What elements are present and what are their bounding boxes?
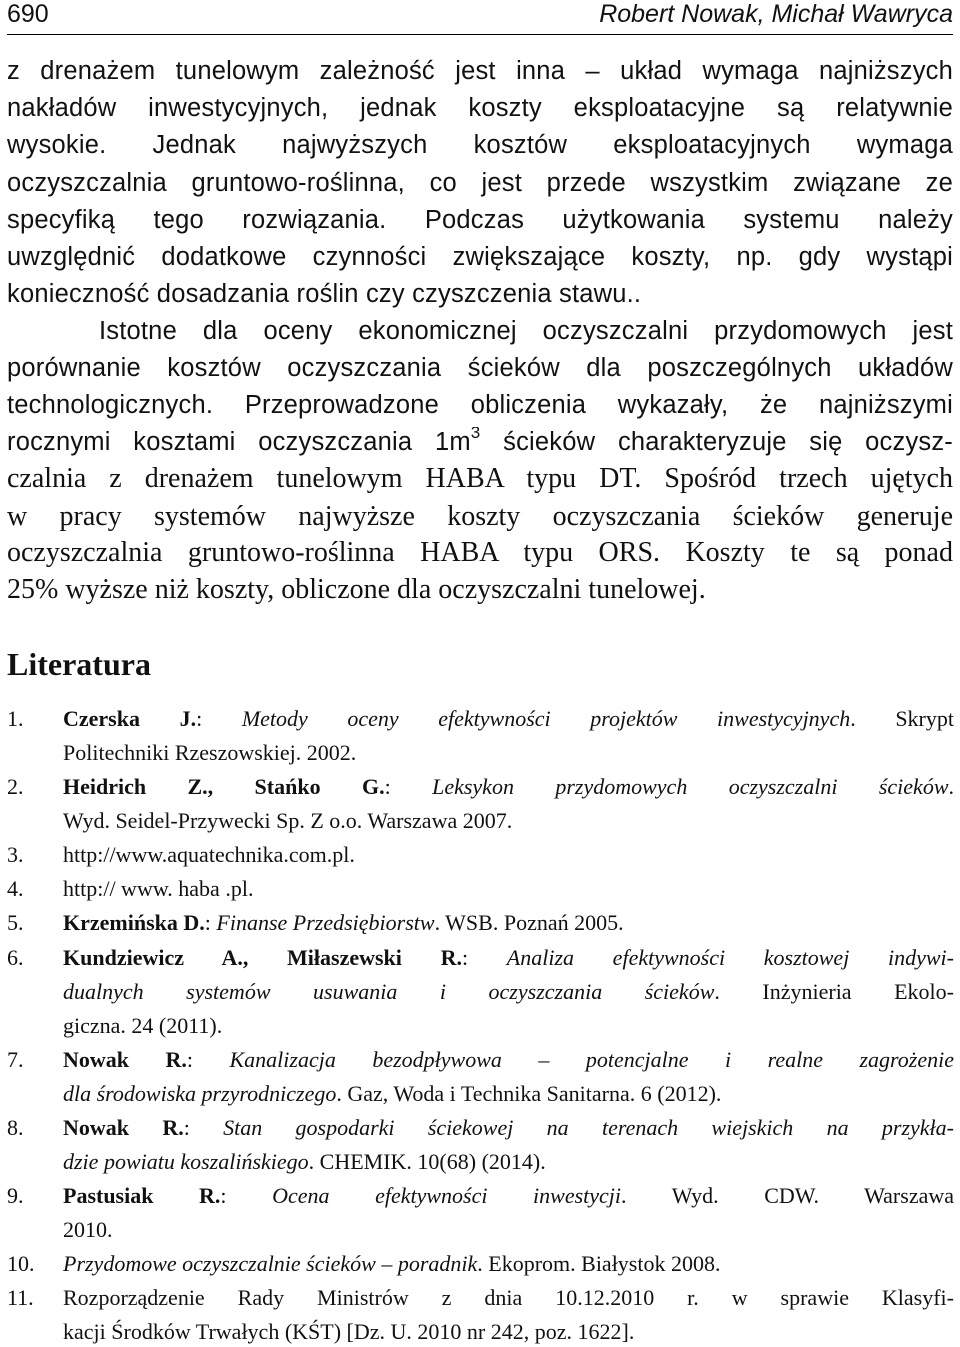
reference-line bbox=[63, 704, 954, 734]
reference-number: 4. bbox=[7, 876, 24, 901]
reference-line bbox=[63, 1045, 954, 1075]
section-title-literatura: Literatura bbox=[7, 646, 151, 682]
reference-title: Finanse Przedsiębiorstw bbox=[216, 910, 435, 935]
reference-line bbox=[63, 1249, 954, 1279]
reference-number: 1. bbox=[7, 706, 24, 731]
reference-line bbox=[63, 1011, 954, 1041]
reference-text: : bbox=[183, 1115, 224, 1140]
reference-text: : bbox=[220, 1183, 273, 1208]
reference-line bbox=[63, 1317, 954, 1347]
reference-line bbox=[63, 943, 954, 973]
reference-author: Kundziewicz A., Miłaszewski R. bbox=[63, 945, 462, 970]
reference-title: Ocena efektywności inwestycji bbox=[272, 1183, 622, 1208]
body-line: porównanie kosztów oczyszczania ścieków dla poszczególnych układów bbox=[7, 354, 953, 382]
body-line: konieczność dosadzania roślin czy czyszczenia stawu.. bbox=[7, 280, 642, 308]
reference-author: Heidrich Z., Stańko G. bbox=[63, 774, 385, 799]
reference-line[interactable] bbox=[63, 874, 954, 904]
reference-line bbox=[63, 908, 954, 938]
page-number: 690 bbox=[7, 0, 49, 28]
reference-text: kacji Środków Trwałych (KŚT) [Dz. U. 2010 nr 242, poz. 1622]. bbox=[63, 1319, 635, 1344]
body-line: uwzględnić dodatkowe czynności zwiększające koszty, np. gdy wystąpi bbox=[7, 243, 953, 271]
reference-text: Wyd. Seidel-Przywecki Sp. Z o.o. Warszawa 2007. bbox=[63, 808, 513, 833]
reference-text: . CHEMIK. 10(68) (2014). bbox=[308, 1149, 546, 1174]
reference-line bbox=[63, 1079, 954, 1109]
reference-title: dzie powiatu koszalińskiego bbox=[63, 1149, 309, 1174]
reference-line bbox=[63, 1113, 954, 1143]
reference-text: . Wyd. CDW. Warszawa bbox=[621, 1183, 954, 1208]
reference-text: : bbox=[204, 910, 217, 935]
reference-title: Przydomowe oczyszczalnie ścieków – poradnik bbox=[63, 1251, 478, 1276]
body-line: rocznymi kosztami oczyszczania $1m^3$ ścieków charakteryzuje się oczysz- bbox=[7, 427, 953, 460]
reference-number: 10. bbox=[7, 1251, 35, 1276]
reference-title: Metody oceny efektywności projektów inwestycyjnych bbox=[241, 706, 851, 731]
body-line: oczyszczalnia gruntowo-roślinna HABA typu ORS. Koszty te są ponad bbox=[7, 537, 953, 568]
reference-author: Krzemińska D. bbox=[63, 910, 205, 935]
page-header bbox=[7, 0, 953, 35]
reference-line bbox=[63, 1147, 954, 1177]
reference-text: http:// www. haba .pl. bbox=[63, 876, 254, 901]
body-line: z drenażem tunelowym zależność jest inna – układ wymaga najniższych bbox=[7, 57, 953, 85]
reference-line bbox=[63, 1215, 954, 1245]
reference-number: 9. bbox=[7, 1183, 24, 1208]
body-line: Istotne dla oceny ekonomicznej oczyszczalni przydomowych jest bbox=[99, 317, 953, 345]
reference-text: : bbox=[196, 706, 242, 731]
reference-line bbox=[63, 772, 954, 802]
reference-number: 7. bbox=[7, 1047, 24, 1072]
reference-text: : bbox=[384, 774, 433, 799]
reference-text: . Gaz, Woda i Technika Sanitarna. 6 (2012). bbox=[336, 1081, 722, 1106]
reference-text: . Inżynieria Ekolo- bbox=[714, 979, 954, 1004]
reference-number: 2. bbox=[7, 774, 24, 799]
body-line: w pracy systemów najwyższe koszty oczyszczania ścieków generuje bbox=[7, 501, 953, 532]
body-line: technologicznych. Przeprowadzone obliczenia wykazały, że najniższymi bbox=[7, 391, 953, 419]
reference-text: http://www.aquatechnika.com.pl. bbox=[63, 842, 355, 867]
reference-title: dla środowiska przyrodniczego bbox=[63, 1081, 337, 1106]
reference-title: Stan gospodarki ściekowej na terenach wiejskich na przykła- bbox=[223, 1115, 954, 1140]
reference-number: 3. bbox=[7, 842, 24, 867]
reference-text: giczna. 24 (2011). bbox=[63, 1013, 223, 1038]
reference-number: 5. bbox=[7, 910, 24, 935]
reference-author: Nowak R. bbox=[63, 1115, 184, 1140]
superscript-3: 3 bbox=[470, 427, 481, 442]
body-line: specyfiką tego rozwiązania. Podczas użytkowania systemu należy bbox=[7, 206, 953, 234]
reference-title: Kanalizacja bezodpływowa – potencjalne i realne zagrożenie bbox=[229, 1047, 954, 1072]
reference-text: : bbox=[461, 945, 507, 970]
reference-title: Analiza efektywności kosztowej indywi- bbox=[506, 945, 954, 970]
body-line: nakładów inwestycyjnych, jednak koszty eksploatacyjne są relatywnie bbox=[7, 94, 953, 122]
reference-number: 11. bbox=[7, 1285, 34, 1310]
body-line: czalnia z drenażem tunelowym HABA typu DT. Spośród trzech ujętych bbox=[7, 463, 953, 494]
reference-line bbox=[63, 977, 954, 1007]
body-line: 25% wyższe niż koszty, obliczone dla oczyszczalni tunelowej. bbox=[7, 574, 706, 605]
reference-line bbox=[63, 1181, 954, 1211]
reference-author: Czerska J. bbox=[63, 706, 197, 731]
reference-line bbox=[63, 1283, 954, 1313]
reference-text: . bbox=[948, 774, 954, 799]
reference-number: 6. bbox=[7, 945, 24, 970]
reference-author: Nowak R. bbox=[63, 1047, 187, 1072]
reference-title: Leksykon przydomowych oczyszczalni ścieków bbox=[432, 774, 949, 799]
reference-text: : bbox=[186, 1047, 230, 1072]
reference-text: Politechniki Rzeszowskiej. 2002. bbox=[63, 740, 357, 765]
reference-number: 8. bbox=[7, 1115, 24, 1140]
running-head-authors: Robert Nowak, Michał Wawryca bbox=[599, 0, 953, 28]
reference-text: . Skrypt bbox=[850, 706, 954, 731]
body-line: wysokie. Jednak najwyższych kosztów eksploatacyjnych wymaga bbox=[7, 131, 953, 159]
reference-text: . Ekoprom. Białystok 2008. bbox=[477, 1251, 721, 1276]
body-line: oczyszczalnia gruntowo-roślinna, co jest przede wszystkim związane ze bbox=[7, 169, 953, 197]
reference-author: Pastusiak R. bbox=[63, 1183, 221, 1208]
reference-line bbox=[63, 738, 954, 768]
reference-line[interactable] bbox=[63, 840, 954, 870]
reference-text: Rozporządzenie Rady Ministrów z dnia 10.12.2010 r. w sprawie Klasyfi- bbox=[63, 1285, 954, 1310]
reference-line bbox=[63, 806, 954, 836]
reference-text: 2010. bbox=[63, 1217, 113, 1242]
reference-text: . WSB. Poznań 2005. bbox=[434, 910, 624, 935]
reference-title: dualnych systemów usuwania i oczyszczania ścieków bbox=[63, 979, 715, 1004]
